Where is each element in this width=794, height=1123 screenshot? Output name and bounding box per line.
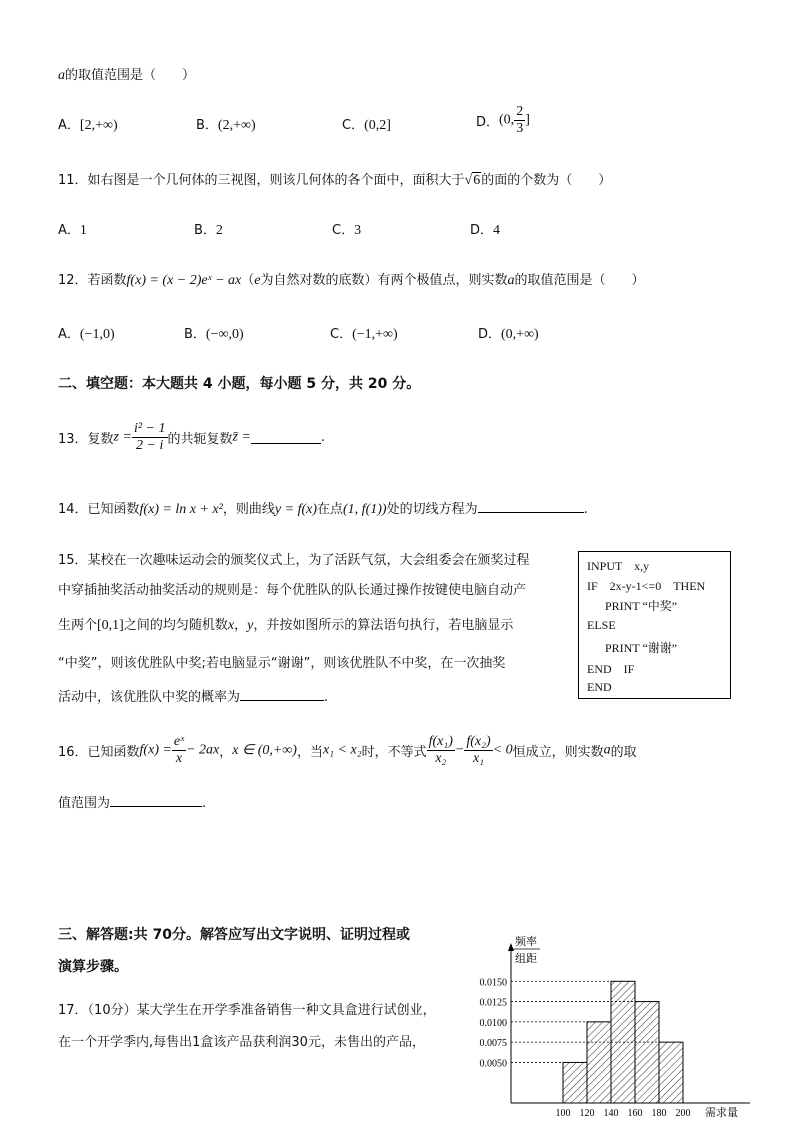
histogram-bar: [635, 1002, 659, 1103]
q10-line: [58, 64, 195, 84]
histogram-bar: [563, 1062, 587, 1103]
x-tick-label: 180: [651, 1108, 667, 1119]
histogram-bar: [659, 1042, 683, 1103]
q16-line-2: 值范围为 .: [58, 796, 207, 811]
section-3-heading: 三、解答题:共 70分。解答应写出文字说明、证明过程或: [58, 927, 410, 943]
histogram-bar: [587, 1022, 611, 1103]
q15-line-1: 15．某校在一次趣味运动会的颁奖仪式上，为了活跃气氛，大会组委会在颁奖过程: [58, 553, 530, 568]
q15-line-2: 中穿插抽奖活动抽奖活动的规则是：每个优胜队的队长通过操作按键使电脑自动产: [58, 583, 527, 598]
q14-answer-blank[interactable]: [478, 500, 584, 513]
q12-option-a: A．(−1,0): [58, 327, 115, 342]
algo-line: END: [587, 680, 612, 694]
algo-line: INPUT x,y: [587, 559, 650, 573]
q10-option-c: C．(0,2]: [342, 118, 391, 133]
q12-option-b: B．(−∞,0): [184, 327, 244, 342]
algo-line: END IF: [587, 662, 635, 676]
y-tick-label: 0.0075: [479, 1038, 507, 1050]
q15-line-4: “中奖”，则该优胜队中奖;若电脑显示“谢谢”，则该优胜队不中奖，在一次抽奖: [58, 656, 506, 671]
q11-stem: 11．如右图是一个几何体的三视图，则该几何体的各个面中，面积大于√6的面的个数为（ ）: [58, 173, 612, 188]
x-tick-label: 160: [627, 1108, 643, 1119]
q17-line-1: 17．（10分）某大学生在开学季准备销售一种文具盒进行试创业，: [58, 1003, 436, 1018]
x-tick-label: 200: [675, 1108, 691, 1119]
q16-stem: 16．已知函数f(x) = $\frac{\text{eˣ}}{x}$ − 2ax，x ∈ (0,+∞)，当x₁ < x₂时，不等式 $\frac{\text{f(x₁)}}{\text{x₂}}$ − $\frac{\text{f(x₂)}}{\text{x₁}}$ < 0恒成立，则实数a的取: [58, 734, 637, 766]
q15-line-5: 活动中，该优胜队中奖的概率为 .: [58, 690, 329, 705]
q13-answer-blank[interactable]: [251, 431, 321, 444]
q10-option-b: B．(2,+∞): [196, 118, 256, 133]
q10-var: a: [58, 68, 65, 83]
y-tick-label: 0.0100: [479, 1017, 507, 1029]
x-axis-label: 需求量: [705, 1106, 738, 1119]
section-3-heading-cont: 演算步骤。: [58, 959, 128, 975]
algo-line: PRINT “中奖”: [605, 599, 678, 613]
section-2-heading: 二、填空题：本大题共 4 小题，每小题 5 分，共 20 分。: [58, 376, 421, 392]
q14-stem: 14．已知函数f(x) = ln x + x²，则曲线y = f(x)在点(1, f(1))处的切线方程为 .: [58, 502, 588, 517]
q10-tail: 的取值范围是（ ）: [65, 68, 196, 83]
y-tick-label: 0.0150: [479, 977, 507, 989]
q11-option-c: C．3: [332, 223, 362, 238]
q15-line-3: 生两个[0,1]之间的均匀随机数x，y，并按如图所示的算法语句执行，若电脑显示: [58, 618, 514, 633]
y-axis-label-bottom: 组距: [515, 952, 537, 965]
algo-line: PRINT “谢谢”: [605, 641, 678, 655]
q10-option-a: A．[2,+∞): [58, 118, 118, 133]
q12-option-d: D．(0,+∞): [478, 327, 539, 342]
y-axis-arrow: [508, 943, 514, 951]
algo-line: IF 2x-y-1<=0 THEN: [587, 579, 706, 593]
q10-option-d: D．(0, $\frac{2}{3}$ ]: [476, 104, 530, 136]
q12-stem: 12．若函数f(x) = (x − 2)eˣ − ax（e为自然对数的底数）有两个极值点，则实数a的取值范围是（ ）: [58, 273, 645, 288]
algo-line: ELSE: [587, 618, 616, 632]
q15-answer-blank[interactable]: [240, 688, 324, 701]
q13-stem: 13．复数z = $\frac{\text{i² − 1}}{2 - i}$ 的共轭复数z̄ = .: [58, 421, 326, 453]
frequency-histogram: [465, 933, 765, 1123]
q11-option-a: A．1: [58, 223, 87, 238]
q12-option-c: C．(−1,+∞): [330, 327, 398, 342]
y-tick-label: 0.0050: [479, 1058, 507, 1070]
x-tick-label: 100: [555, 1108, 571, 1119]
y-tick-label: 0.0125: [479, 997, 507, 1009]
q16-answer-blank[interactable]: [110, 794, 202, 807]
algorithm-box: [578, 551, 731, 699]
q11-option-b: B．2: [194, 223, 223, 238]
x-tick-label: 120: [579, 1108, 595, 1119]
q11-option-d: D．4: [470, 223, 501, 238]
y-axis-label-top: 频率: [515, 935, 537, 948]
q17-line-2: 在一个开学季内,每售出1盒该产品获利润30元，未售出的产品，: [58, 1035, 425, 1050]
x-tick-label: 140: [603, 1108, 619, 1119]
